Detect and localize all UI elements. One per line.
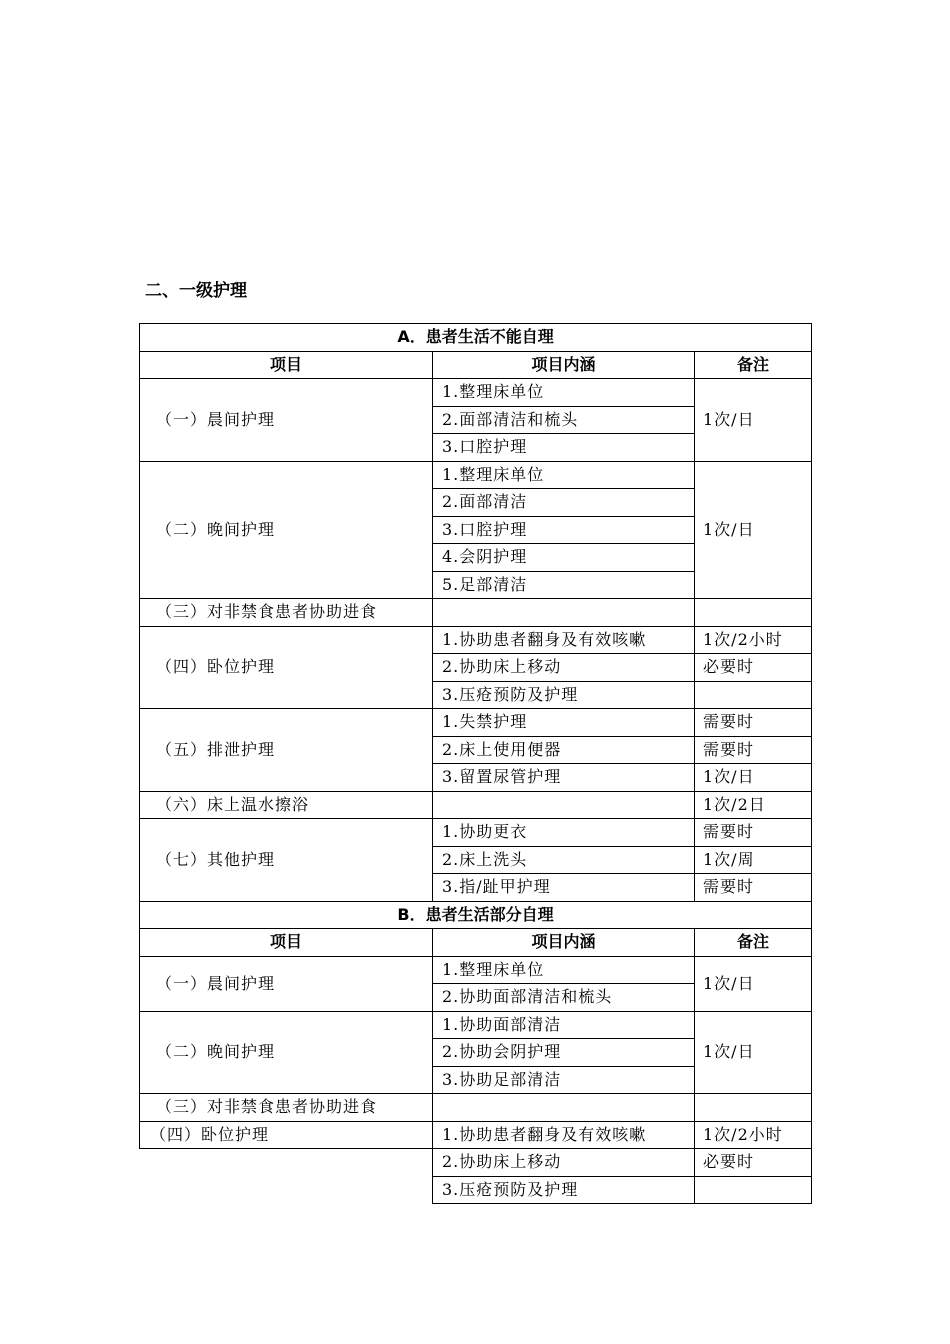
note-cell: 1次/日 — [695, 956, 812, 1011]
nursing-table — [139, 323, 812, 1204]
content-cell: 1.整理床单位 — [433, 956, 695, 984]
content-cell: 3.压疮预防及护理 — [433, 681, 695, 709]
content-cell: 1.失禁护理 — [433, 709, 695, 737]
note-cell: 需要时 — [695, 736, 812, 764]
note-cell: 1次/日 — [695, 461, 812, 599]
content-cell: 2.协助面部清洁和梳头 — [433, 984, 695, 1012]
note-cell: 必要时 — [695, 654, 812, 682]
content-cell — [433, 599, 695, 627]
note-cell: 1次/周 — [695, 846, 812, 874]
item-cell: （一）晨间护理 — [140, 379, 433, 462]
table-row — [140, 461, 812, 489]
item-cell: （五）排泄护理 — [140, 709, 433, 792]
note-cell: 需要时 — [695, 709, 812, 737]
item-cell: （六）床上温水擦浴 — [140, 791, 433, 819]
content-cell: 3.留置尿管护理 — [433, 764, 695, 792]
note-cell: 1次/2日 — [695, 791, 812, 819]
content-cell: 3.口腔护理 — [433, 434, 695, 462]
column-header-item: 项目 — [140, 929, 433, 957]
section-a-title: A．患者生活不能自理 — [140, 324, 812, 352]
note-cell: 1次/日 — [695, 764, 812, 792]
content-cell: 2.床上使用便器 — [433, 736, 695, 764]
content-cell: 1.协助患者翻身及有效咳嗽 — [433, 1121, 695, 1149]
table-row — [140, 1011, 812, 1039]
content-cell: 3.口腔护理 — [433, 516, 695, 544]
content-cell: 1.整理床单位 — [433, 461, 695, 489]
content-cell: 2.面部清洁 — [433, 489, 695, 517]
note-cell: 1次/2小时 — [695, 1121, 812, 1149]
note-cell — [695, 681, 812, 709]
item-cell: （四）卧位护理 — [140, 1121, 433, 1149]
item-cell: （二）晚间护理 — [140, 461, 433, 599]
note-cell — [695, 1176, 812, 1204]
table-row — [140, 1176, 812, 1204]
note-cell: 1次/2小时 — [695, 626, 812, 654]
column-header-note: 备注 — [695, 351, 812, 379]
content-cell: 4.会阴护理 — [433, 544, 695, 572]
table-row — [140, 819, 812, 847]
column-header-content: 项目内涵 — [433, 351, 695, 379]
content-cell: 2.协助床上移动 — [433, 1149, 695, 1177]
item-cell: （三）对非禁食患者协助进食 — [140, 1094, 433, 1122]
table-header-row — [140, 929, 812, 957]
table-row — [140, 791, 812, 819]
content-cell: 1.协助更衣 — [433, 819, 695, 847]
content-cell: 2.协助会阴护理 — [433, 1039, 695, 1067]
content-cell: 2.床上洗头 — [433, 846, 695, 874]
content-cell: 3.协助足部清洁 — [433, 1066, 695, 1094]
column-header-note: 备注 — [695, 929, 812, 957]
note-cell: 必要时 — [695, 1149, 812, 1177]
content-cell — [433, 791, 695, 819]
table-row — [140, 599, 812, 627]
table-row — [140, 956, 812, 984]
content-cell: 3.压疮预防及护理 — [433, 1176, 695, 1204]
table-row — [140, 901, 812, 929]
table-row — [140, 379, 812, 407]
note-cell: 1次/日 — [695, 379, 812, 462]
content-cell: 1.协助患者翻身及有效咳嗽 — [433, 626, 695, 654]
item-cell: （一）晨间护理 — [140, 956, 433, 1011]
content-cell: 2.面部清洁和梳头 — [433, 406, 695, 434]
table-row — [140, 324, 812, 352]
table-row — [140, 709, 812, 737]
table-row — [140, 1094, 812, 1122]
column-header-content: 项目内涵 — [433, 929, 695, 957]
item-cell: （二）晚间护理 — [140, 1011, 433, 1094]
item-cell: （三）对非禁食患者协助进食 — [140, 599, 433, 627]
item-cell: （四）卧位护理 — [140, 626, 433, 709]
section-b-title: B．患者生活部分自理 — [140, 901, 812, 929]
note-cell: 1次/日 — [695, 1011, 812, 1094]
content-cell — [433, 1094, 695, 1122]
content-cell: 2.协助床上移动 — [433, 654, 695, 682]
note-cell — [695, 599, 812, 627]
table-row — [140, 1149, 812, 1177]
column-header-item: 项目 — [140, 351, 433, 379]
note-cell — [695, 1094, 812, 1122]
table-row — [140, 626, 812, 654]
content-cell: 1.整理床单位 — [433, 379, 695, 407]
note-cell: 需要时 — [695, 819, 812, 847]
content-cell: 1.协助面部清洁 — [433, 1011, 695, 1039]
content-cell: 5.足部清洁 — [433, 571, 695, 599]
note-cell: 需要时 — [695, 874, 812, 902]
section-heading: 二、一级护理 — [145, 281, 247, 301]
table-header-row — [140, 351, 812, 379]
content-cell: 3.指/趾甲护理 — [433, 874, 695, 902]
table-row — [140, 1121, 812, 1149]
item-cell: （七）其他护理 — [140, 819, 433, 902]
